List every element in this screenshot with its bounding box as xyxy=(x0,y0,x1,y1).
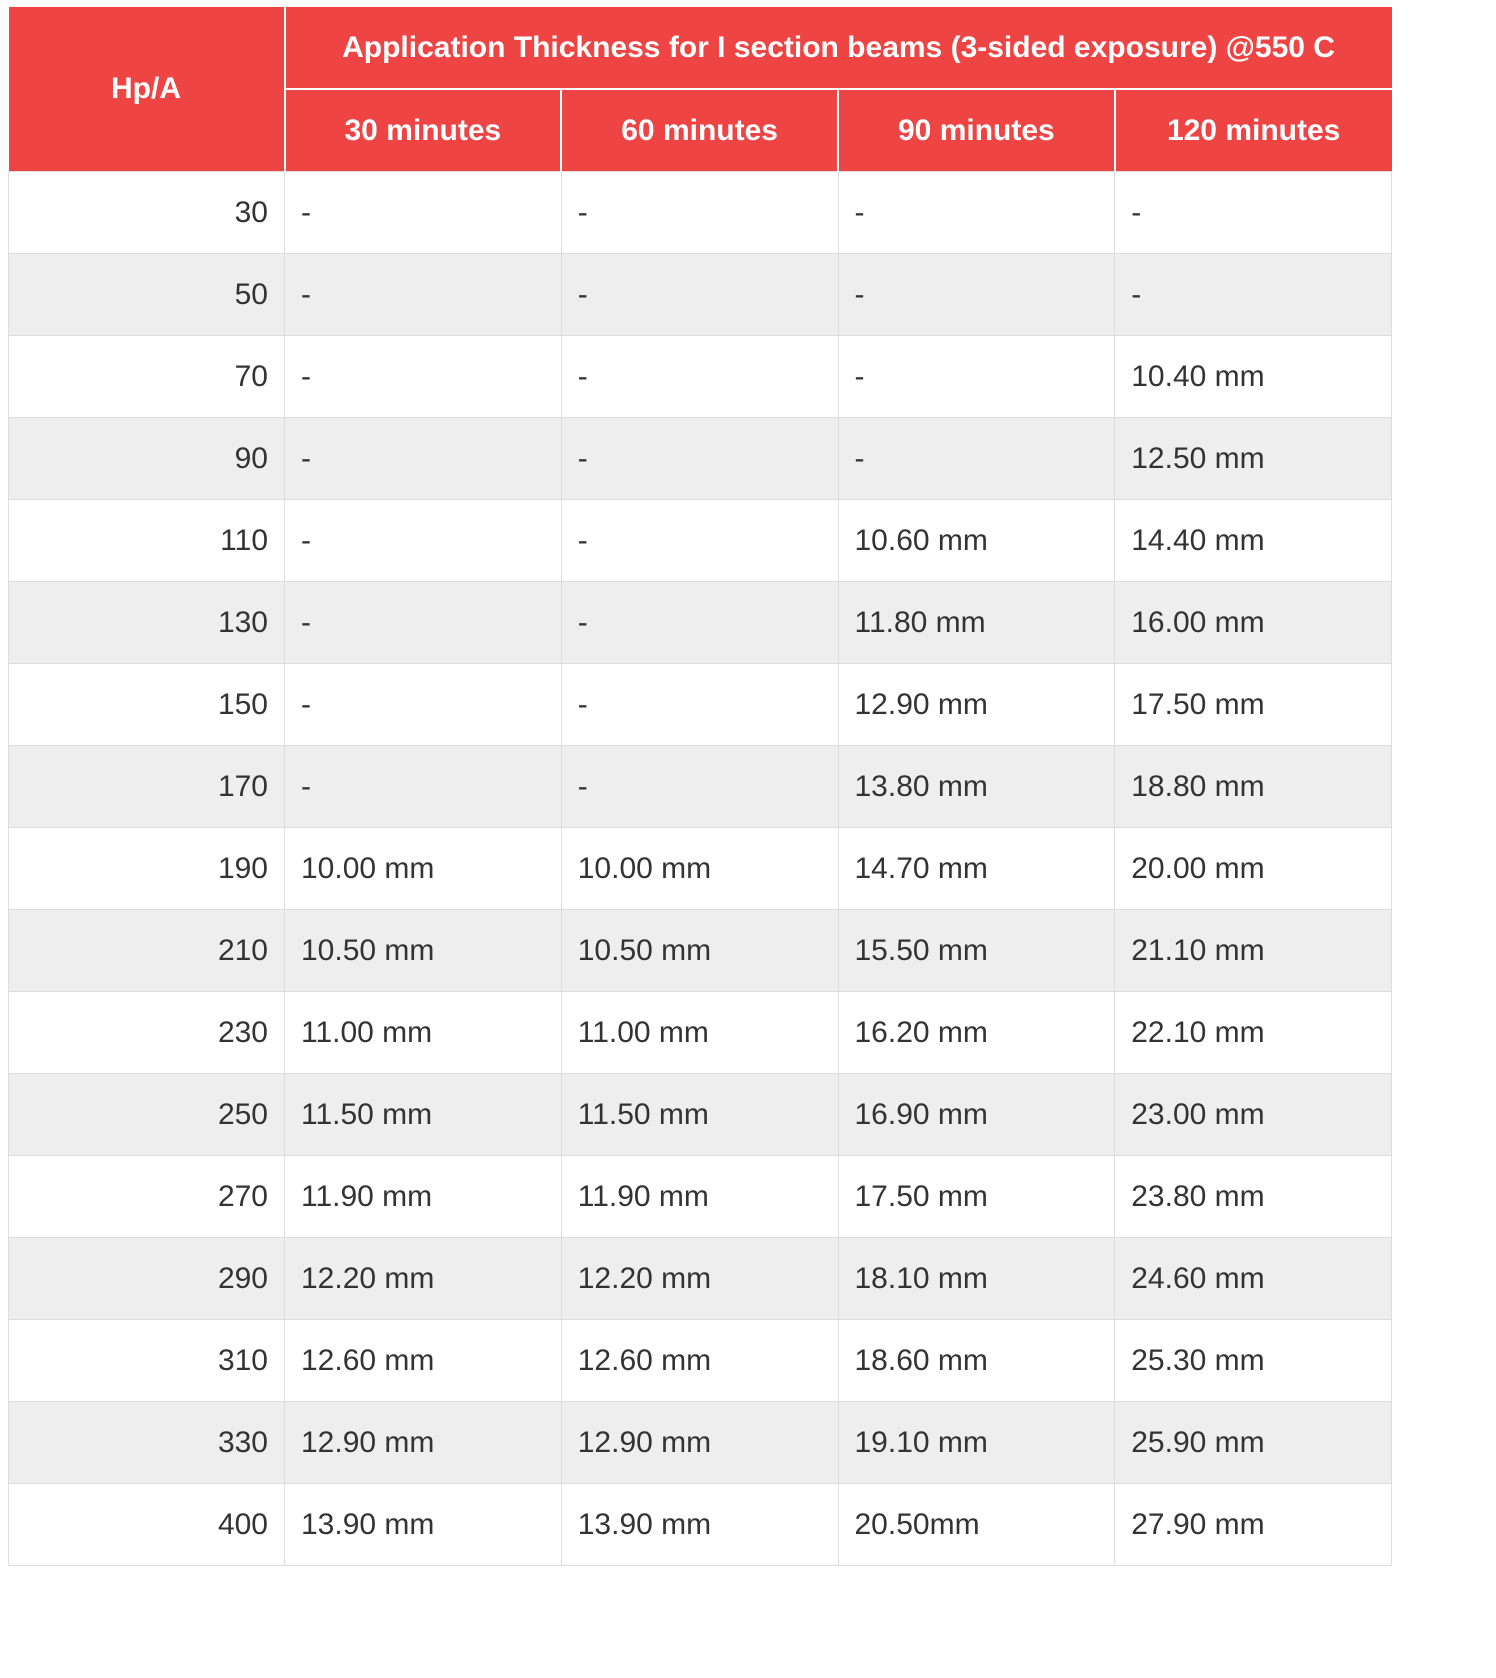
thickness-table-container xyxy=(8,7,1391,1566)
thickness-cell: 10.60 mm xyxy=(838,500,1115,582)
table-row xyxy=(9,1238,1392,1320)
hpa-value: 130 xyxy=(9,582,285,664)
thickness-cell: - xyxy=(561,582,838,664)
thickness-cell: 18.10 mm xyxy=(838,1238,1115,1320)
thickness-cell: 14.40 mm xyxy=(1115,500,1392,582)
thickness-cell: - xyxy=(285,172,562,254)
thickness-cell: 10.50 mm xyxy=(561,910,838,992)
table-row xyxy=(9,500,1392,582)
thickness-cell: - xyxy=(561,418,838,500)
thickness-cell: 16.20 mm xyxy=(838,992,1115,1074)
thickness-cell: 13.80 mm xyxy=(838,746,1115,828)
table-row xyxy=(9,172,1392,254)
table-row xyxy=(9,828,1392,910)
thickness-cell: 15.50 mm xyxy=(838,910,1115,992)
thickness-cell: 10.00 mm xyxy=(561,828,838,910)
thickness-cell: 18.60 mm xyxy=(838,1320,1115,1402)
column-header-120-minutes: 120 minutes xyxy=(1115,89,1392,172)
thickness-cell: 11.90 mm xyxy=(285,1156,562,1238)
application-thickness-header: Application Thickness for I section beams (3-sided exposure) @550 C xyxy=(285,7,1392,89)
table-row xyxy=(9,254,1392,336)
thickness-cell: 23.80 mm xyxy=(1115,1156,1392,1238)
thickness-cell: 11.80 mm xyxy=(838,582,1115,664)
thickness-cell: 19.10 mm xyxy=(838,1402,1115,1484)
thickness-cell: 12.60 mm xyxy=(285,1320,562,1402)
thickness-cell: - xyxy=(838,336,1115,418)
table-row xyxy=(9,1074,1392,1156)
thickness-cell: 27.90 mm xyxy=(1115,1484,1392,1566)
thickness-cell: - xyxy=(838,418,1115,500)
hpa-value: 330 xyxy=(9,1402,285,1484)
hpa-column-header: Hp/A xyxy=(9,7,285,172)
thickness-cell: 25.90 mm xyxy=(1115,1402,1392,1484)
thickness-cell: 12.20 mm xyxy=(285,1238,562,1320)
hpa-value: 30 xyxy=(9,172,285,254)
table-body xyxy=(9,172,1392,1566)
thickness-cell: - xyxy=(1115,172,1392,254)
thickness-cell: 22.10 mm xyxy=(1115,992,1392,1074)
table-row xyxy=(9,1320,1392,1402)
thickness-cell: - xyxy=(285,418,562,500)
table-row xyxy=(9,582,1392,664)
thickness-cell: 12.90 mm xyxy=(285,1402,562,1484)
thickness-cell: 16.00 mm xyxy=(1115,582,1392,664)
thickness-cell: 10.40 mm xyxy=(1115,336,1392,418)
hpa-value: 400 xyxy=(9,1484,285,1566)
thickness-cell: 21.10 mm xyxy=(1115,910,1392,992)
thickness-cell: - xyxy=(285,582,562,664)
thickness-cell: - xyxy=(561,336,838,418)
table-header xyxy=(9,7,1392,172)
hpa-value: 290 xyxy=(9,1238,285,1320)
thickness-table xyxy=(8,7,1392,1566)
table-row xyxy=(9,1484,1392,1566)
hpa-value: 170 xyxy=(9,746,285,828)
thickness-cell: 10.50 mm xyxy=(285,910,562,992)
thickness-cell: - xyxy=(1115,254,1392,336)
hpa-value: 90 xyxy=(9,418,285,500)
thickness-cell: - xyxy=(561,500,838,582)
column-header-90-minutes: 90 minutes xyxy=(838,89,1115,172)
hpa-value: 70 xyxy=(9,336,285,418)
thickness-cell: 25.30 mm xyxy=(1115,1320,1392,1402)
thickness-cell: - xyxy=(838,172,1115,254)
table-row xyxy=(9,910,1392,992)
thickness-cell: 12.50 mm xyxy=(1115,418,1392,500)
table-row xyxy=(9,336,1392,418)
thickness-cell: - xyxy=(285,746,562,828)
hpa-value: 310 xyxy=(9,1320,285,1402)
thickness-cell: - xyxy=(561,254,838,336)
table-row xyxy=(9,1402,1392,1484)
thickness-cell: - xyxy=(285,664,562,746)
table-row xyxy=(9,992,1392,1074)
thickness-cell: 11.50 mm xyxy=(561,1074,838,1156)
thickness-cell: 12.90 mm xyxy=(561,1402,838,1484)
table-row xyxy=(9,664,1392,746)
thickness-cell: - xyxy=(285,336,562,418)
thickness-cell: 12.60 mm xyxy=(561,1320,838,1402)
thickness-cell: - xyxy=(285,254,562,336)
thickness-cell: 24.60 mm xyxy=(1115,1238,1392,1320)
hpa-value: 150 xyxy=(9,664,285,746)
thickness-cell: 11.50 mm xyxy=(285,1074,562,1156)
thickness-cell: 23.00 mm xyxy=(1115,1074,1392,1156)
hpa-value: 210 xyxy=(9,910,285,992)
thickness-cell: 13.90 mm xyxy=(561,1484,838,1566)
thickness-cell: 14.70 mm xyxy=(838,828,1115,910)
thickness-cell: - xyxy=(561,746,838,828)
thickness-cell: - xyxy=(561,172,838,254)
hpa-value: 190 xyxy=(9,828,285,910)
thickness-cell: 12.90 mm xyxy=(838,664,1115,746)
thickness-cell: 11.90 mm xyxy=(561,1156,838,1238)
thickness-cell: 16.90 mm xyxy=(838,1074,1115,1156)
column-header-30-minutes: 30 minutes xyxy=(285,89,562,172)
thickness-cell: 17.50 mm xyxy=(838,1156,1115,1238)
hpa-value: 230 xyxy=(9,992,285,1074)
thickness-cell: - xyxy=(285,500,562,582)
thickness-cell: 13.90 mm xyxy=(285,1484,562,1566)
thickness-cell: 20.50mm xyxy=(838,1484,1115,1566)
thickness-cell: 11.00 mm xyxy=(561,992,838,1074)
thickness-cell: 10.00 mm xyxy=(285,828,562,910)
thickness-cell: 17.50 mm xyxy=(1115,664,1392,746)
header-row-group xyxy=(9,7,1392,89)
column-header-60-minutes: 60 minutes xyxy=(561,89,838,172)
table-row xyxy=(9,1156,1392,1238)
table-row xyxy=(9,746,1392,828)
hpa-value: 270 xyxy=(9,1156,285,1238)
thickness-cell: - xyxy=(838,254,1115,336)
thickness-cell: 12.20 mm xyxy=(561,1238,838,1320)
table-row xyxy=(9,418,1392,500)
hpa-value: 250 xyxy=(9,1074,285,1156)
thickness-cell: 11.00 mm xyxy=(285,992,562,1074)
thickness-cell: 18.80 mm xyxy=(1115,746,1392,828)
hpa-value: 50 xyxy=(9,254,285,336)
thickness-cell: 20.00 mm xyxy=(1115,828,1392,910)
thickness-cell: - xyxy=(561,664,838,746)
hpa-value: 110 xyxy=(9,500,285,582)
